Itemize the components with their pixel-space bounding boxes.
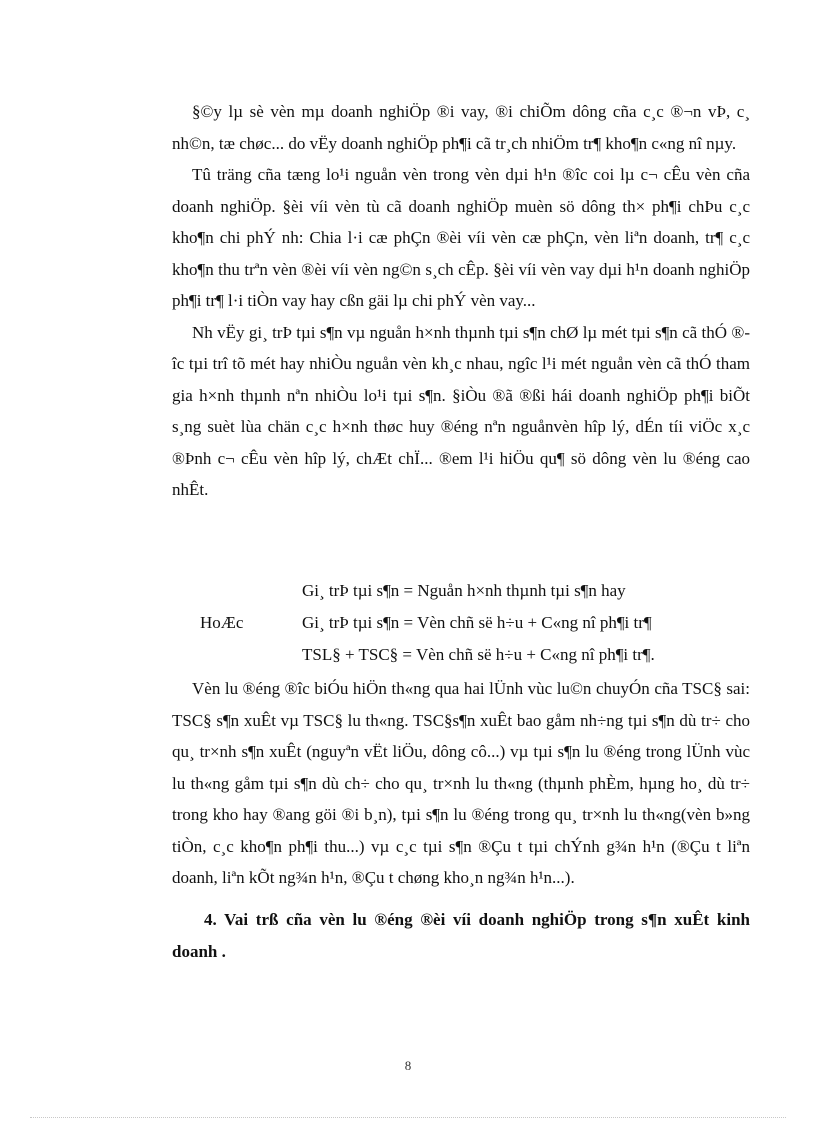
body-text-top: [172, 96, 750, 506]
paragraph: §©y lµ sè vèn mµ doanh nghiÖp ®i vay, ®i chiÕm dông cña c¸c ®¬n vÞ, c¸ nh©n, tæ chøc... do vËy doanh nghiÖp ph¶i cã tr¸ch nhiÖm tr¶ kho¶n c«ng nî nµy.: [172, 102, 750, 153]
formula-text: Gi¸ trÞ tµi s¶n = Nguån h×nh thµnh tµi s¶n hay: [302, 581, 626, 600]
paragraph: Vèn lu ®éng ®îc biÓu hiÖn th«ng qua hai lÜnh vùc lu©n chuyÓn cña TSC§ sai: TSC§ s¶n xuÊt vµ TSC§ lu th«ng. TSC§s¶n xuÊt bao gåm nh÷ng tµi s¶n dù tr÷ cho qu¸ tr×nh s¶n xuÊt (nguyªn vËt liÖu, dông cô...) vµ tµi s¶n lu ®éng trong lÜnh vùc lu th«ng gåm tµi s¶n dù ch÷ cho qu¸ tr×nh lu th«ng (thµnh phÈm, hµng ho¸ dù tr÷ trong kho hay ®ang göi ®i b¸n), tµi s¶n lu ®éng trong qu¸ tr×nh lu th«ng(vèn b»ng tiÒn, c¸c kho¶n ph¶i thu...) vµ c¸c tµi s¶n ®Çu t tµi chÝnh g¾n h¹n (®Çu t liªn doanh, liªn kÕt ng¾n h¹n, ®Çu t chøng kho¸n ng¾n h¹n...).: [172, 679, 750, 887]
formula-line: [200, 639, 655, 671]
formula-line: [200, 607, 652, 639]
page-number: 8: [404, 1058, 412, 1073]
footer-divider: [30, 1117, 786, 1118]
paragraph: Nh vËy gi¸ trÞ tµi s¶n vµ nguån h×nh thµnh tµi s¶n chØ lµ mét tµi s¶n cã thÓ ®îc tµi trî tõ mét hay nhiÒu nguån vèn kh¸c nhau, ngîc l¹i mét nguån vèn cã thÓ tham gia h×nh thµnh nªn nhiÒu lo¹i tµi s¶n. §iÒu ®ã ®ßi hái doanh nghiÖp ph¶i biÕt s¸ng suèt lùa chän c¸c h×nh thøc huy ®éng nªn nguånvèn hîp lý, dÉn tíi viÖc x¸c ®Þnh c¬ cÊu vèn hîp lý, chÆt chÏ... ®em l¹i hiÖu qu¶ sö dông vèn lu ®éng cao nhÊt.: [172, 322, 750, 499]
body-text-bottom: [172, 673, 750, 894]
formula-text: TSL§ + TSC§ = Vèn chñ së h÷u + C«ng nî ph¶i tr¶.: [302, 645, 655, 664]
formula-text: Gi¸ trÞ tµi s¶n = Vèn chñ së h÷u + C«ng nî ph¶i tr¶: [302, 613, 652, 632]
formula-line: [200, 575, 626, 607]
section-heading: 4. Vai trß cña vèn lu ®éng ®èi víi doanh nghiÖp trong s¶n xuÊt kinh doanh .: [172, 910, 750, 961]
formula-lead: HoÆc: [200, 613, 244, 632]
paragraph: Tû träng cña tæng lo¹i nguån vèn trong vèn dµi h¹n ®îc coi lµ c¬ cÊu vèn cña doanh nghiÖp. §èi víi vèn tù cã doanh nghiÖp muèn sö dông th× ph¶i chÞu c¸c kho¶n chi phÝ nh: Chia l·i cæ phÇn ®èi víi vèn cæ phÇn, vèn liªn doanh, tr¶ c¸c kho¶n thu trªn vèn ®èi víi vèn ng©n s¸ch cÊp. §èi víi vèn vay dµi h¹n doanh nghiÖp ph¶i tr¶ l·i tiÒn vay hay cßn gäi lµ chi phÝ vèn vay...: [172, 165, 750, 310]
